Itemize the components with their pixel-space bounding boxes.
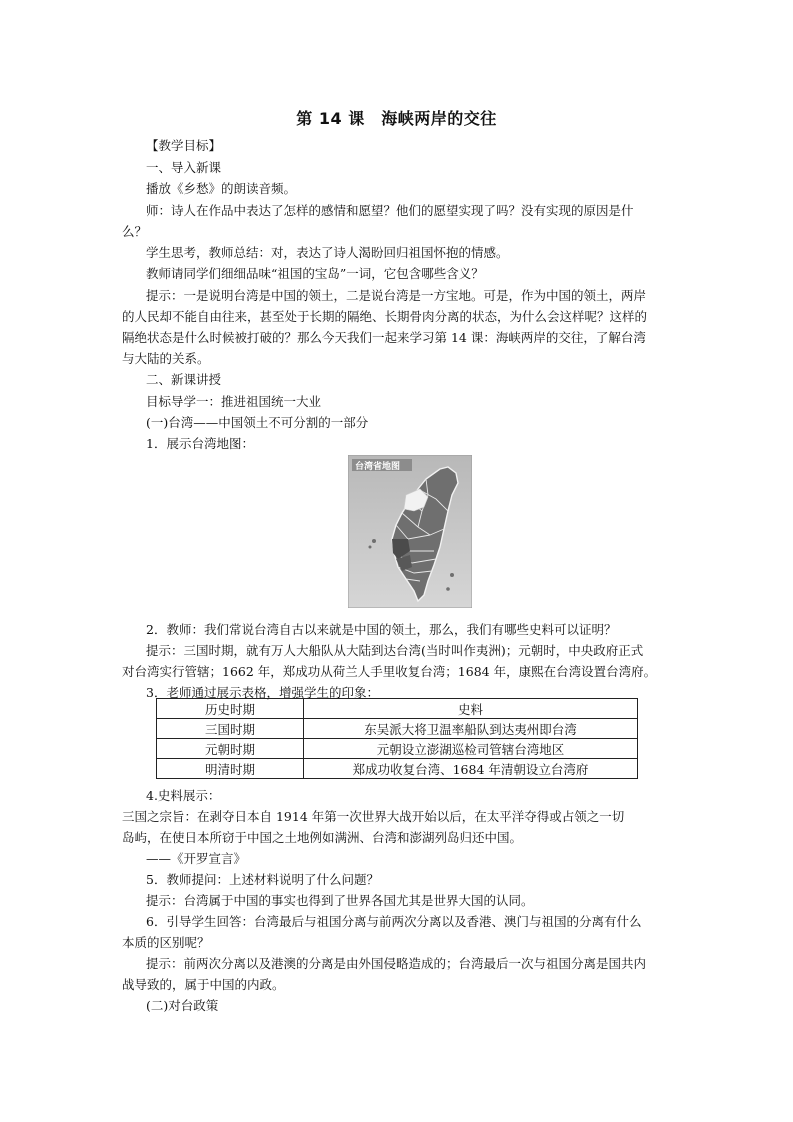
paragraph-line: 3．老师通过展示表格，增强学生的印象： <box>146 685 379 700</box>
section-heading: 【教学目标】 <box>146 138 222 153</box>
section-heading: 一、导入新课 <box>146 160 222 175</box>
table-header-cell: 史料 <box>304 699 638 719</box>
paragraph-line: 5．教师提问：上述材料说明了什么问题？ <box>146 872 379 887</box>
map-caption: 台湾省地图 <box>355 462 401 472</box>
subsection-heading: 目标导学一：推进祖国统一大业 <box>146 394 322 409</box>
table-cell: 元朝时期 <box>157 739 304 759</box>
paragraph-line: 隔绝状态是什么时候被打破的？那么今天我们一起来学习第 14 课：海峡两岸的交往，了解台湾 <box>122 330 646 345</box>
paragraph-line: 提示：三国时期，就有万人大船队从大陆到达台湾(当时叫作夷洲)；元朝时，中央政府正式 <box>146 643 644 658</box>
paragraph-line: 三国之宗旨：在剥夺日本自 1914 年第一次世界大战开始以后，在太平洋夺得或占领之一切 <box>122 809 625 824</box>
section-heading: 二、新课讲授 <box>146 372 222 387</box>
paragraph-line: 师：诗人在作品中表达了怎样的感情和愿望？他们的愿望实现了吗？没有实现的原因是什 <box>146 203 634 218</box>
taiwan-map-icon <box>348 455 472 608</box>
subsection-heading: (二)对台政策 <box>146 998 219 1013</box>
paragraph-line: 对台湾实行管辖；1662 年，郑成功从荷兰人手里收复台湾；1684 年，康熙在台湾设置台湾府。 <box>122 664 657 679</box>
paragraph-line: 播放《乡愁》的朗读音频。 <box>146 181 297 196</box>
paragraph-line: 提示：台湾属于中国的事实也得到了世界各国尤其是世界大国的认同。 <box>146 893 534 908</box>
paragraph-line: 6．引导学生回答：台湾最后与祖国分离与前两次分离以及香港、澳门与祖国的分离有什么 <box>146 914 642 929</box>
paragraph-line: 学生思考，教师总结：对，表达了诗人渴盼回归祖国怀抱的情感。 <box>146 245 509 260</box>
paragraph-line: 4.史料展示： <box>146 788 221 803</box>
paragraph-line: 提示：一是说明台湾是中国的领土，二是说台湾是一方宝地。可是，作为中国的领土，两岸 <box>146 288 647 303</box>
taiwan-map-image <box>348 455 472 608</box>
table-header-row <box>157 699 638 719</box>
table-cell: 元朝设立澎湖巡检司管辖台湾地区 <box>304 739 638 759</box>
table-cell: 明清时期 <box>157 759 304 779</box>
paragraph-line: 2．教师：我们常说台湾自古以来就是中国的领土，那么，我们有哪些史料可以证明？ <box>146 622 617 637</box>
page-title: 第 14 课 海峡两岸的交往 <box>296 109 497 128</box>
paragraph-line: 教师请同学们细细品味“祖国的宝岛”一词，它包含哪些含义？ <box>146 266 484 281</box>
paragraph-line: 战导致的，属于中国的内政。 <box>122 977 285 992</box>
table-header-cell: 历史时期 <box>157 699 304 719</box>
table-row <box>157 759 638 779</box>
paragraph-line: 与大陆的关系。 <box>122 351 210 366</box>
source-citation: ——《开罗宣言》 <box>146 851 247 866</box>
table-cell: 郑成功收复台湾、1684 年清朝设立台湾府 <box>304 759 638 779</box>
table-row <box>157 739 638 759</box>
table-row <box>157 719 638 739</box>
paragraph-line: 本质的区别呢？ <box>122 935 210 950</box>
paragraph-line: 么？ <box>122 224 148 239</box>
table-cell: 东吴派大将卫温率船队到达夷州即台湾 <box>304 719 638 739</box>
paragraph-line: 岛屿，在使日本所窃于中国之土地例如满洲、台湾和澎湖列岛归还中国。 <box>122 830 523 845</box>
paragraph-line: 的人民却不能自由往来，甚至处于长期的隔绝、长期骨肉分离的状态，为什么会这样呢？这样的 <box>122 309 648 324</box>
paragraph-line: 1．展示台湾地图： <box>146 436 254 451</box>
table-cell: 三国时期 <box>157 719 304 739</box>
history-table <box>156 698 638 779</box>
subsection-heading: (一)台湾——中国领土不可分割的一部分 <box>146 415 369 430</box>
paragraph-line: 提示：前两次分离以及港澳的分离是由外国侵略造成的；台湾最后一次与祖国分离是国共内 <box>146 956 647 971</box>
